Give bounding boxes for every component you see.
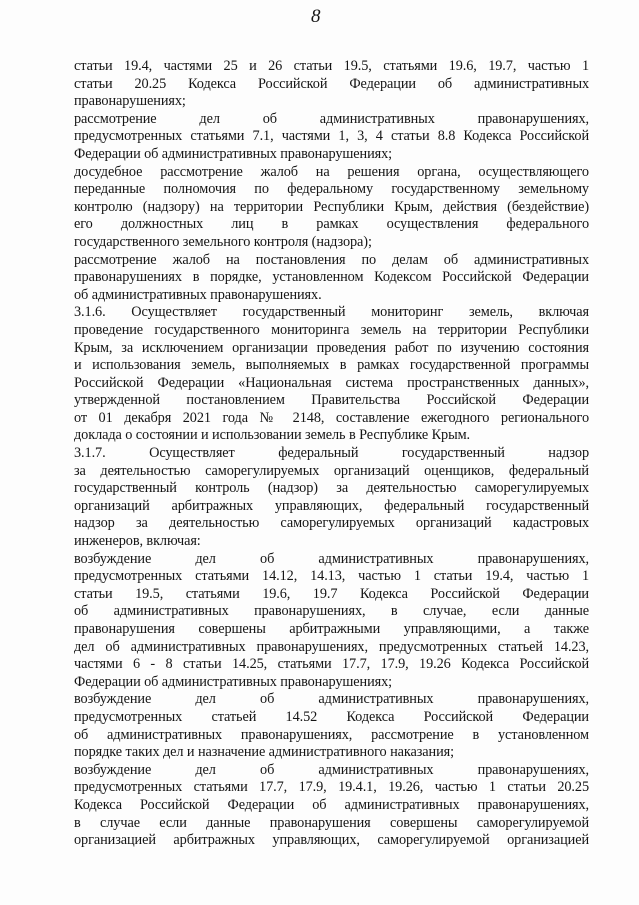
paragraph: возбуждение дел об административных правонарушениях, предусмотренных статьями 14.12, 14.13, частью 1 статьи 19.4, частью 1 статьи 19.5, статьями 19.6, 19.7 Кодекса Российской Федерации об административных правонарушениях, в случае, если данные правонарушения совершены арбитражными управляющими, а также дел об административных правонарушениях, предусмотренных статьей 14.23, частями 6 - 8 статьи 14.25, статьями 17.7, 17.9, 19.26 Кодекса Российской <box>74 550 589 673</box>
paragraph: рассмотрение жалоб на постановления по делам об административных правонарушениях в порядке, установленном Кодексом Российской Федерации <box>74 251 589 286</box>
paragraph: досудебное рассмотрение жалоб на решения органа, осуществляющего переданные полномочия по федеральному государственному земельному контролю (надзору) на территории Республики Крым, действия (бездействие) его должностных лиц в рамках осуществления федерального <box>74 163 589 233</box>
paragraph-last-line: правонарушениях; <box>74 93 186 110</box>
paragraph-last-line: инженеров, включая: <box>74 533 201 550</box>
paragraph: 3.1.7. Осуществляет федеральный государственный надзор за деятельностью саморегулируемых организаций оценщиков, федеральный государственный контроль (надзор) за деятельностью саморегулируемых организаций арбитражных управляющих, федеральный государственный надзор за деятельностью саморегулируемых организаций кадастровых <box>74 445 589 532</box>
paragraph-last-line: Федерации об административных правонарушениях; <box>74 673 393 690</box>
paragraph-last-line: порядке таких дел и назначение административного наказания; <box>74 744 454 761</box>
paragraph-last-line: доклада о состоянии и использовании земель в Республике Крым. <box>74 427 471 444</box>
paragraph: возбуждение дел об административных правонарушениях, предусмотренных статьями 17.7, 17.9, 19.4.1, 19.26, частью 1 статьи 20.25 Кодекса Российской Федерации об административных правонарушениях, в случае если данные правонарушения совершены саморегулируемой организацией арбитражных управляющих, саморегулируемой организацией <box>74 761 589 849</box>
paragraph: рассмотрение дел об административных правонарушениях, предусмотренных статьями 7.1, частями 1, 3, 4 статьи 8.8 Кодекса Российской <box>74 110 589 145</box>
page-number: 8 <box>311 6 321 27</box>
paragraph-last-line: государственного земельного контроля (надзора); <box>74 233 372 250</box>
document-body <box>74 58 589 850</box>
paragraph: статьи 19.4, частями 25 и 26 статьи 19.5, статьями 19.6, 19.7, частью 1 статьи 20.25 Кодекса Российской Федерации об административных <box>74 58 589 92</box>
paragraph-last-line: Федерации об административных правонарушениях; <box>74 145 393 162</box>
paragraph-last-line: об административных правонарушениях. <box>74 286 322 303</box>
paragraph: 3.1.6. Осуществляет государственный мониторинг земель, включая проведение государственного мониторинга земель на территории Республики Крым, за исключением организации проведения работ по изучению состояния и использования земель, выполняемых в рамках государственной программы Российской Федерации «Национальная система пространственных данных», утвержденной постановлением Правительства Российской Федерации от 01 декабря 2021 года № 2148, составление ежегодного регионального <box>74 304 589 426</box>
paragraph: возбуждение дел об административных правонарушениях, предусмотренных статьей 14.52 Кодекса Российской Федерации об административных правонарушениях, рассмотрение в установленном <box>74 691 589 743</box>
